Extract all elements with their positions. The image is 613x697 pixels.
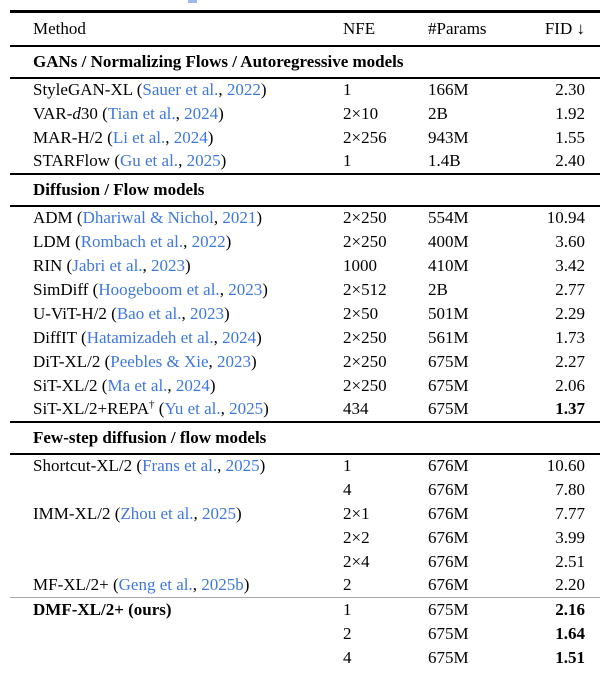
method-name: VAR- (33, 103, 73, 123)
method-name: SiT-XL/2+REPA (33, 399, 150, 418)
citation-year-link[interactable]: 2025 (186, 151, 221, 170)
citation-year-link[interactable]: 2023 (190, 303, 224, 323)
fid-cell: 7.77 (555, 503, 585, 523)
fid-cell: 2.77 (555, 279, 585, 299)
citation-author-link[interactable]: Tian et al. (107, 103, 176, 123)
table-row (10, 302, 600, 326)
nfe-cell: 2×50 (343, 303, 379, 323)
method-cell: IMM-XL/2 (Zhou et al., 2025) (33, 503, 242, 523)
params-cell: 943M (428, 127, 469, 147)
method-cell: SiT-XL/2 (Ma et al., 2024) (33, 375, 216, 395)
fid-cell: 2.30 (555, 80, 585, 99)
table-row (10, 254, 600, 278)
results-table (10, 10, 600, 670)
citation-year-link[interactable]: 2024 (173, 127, 208, 147)
citation-year-link[interactable]: 2023 (151, 255, 186, 275)
fid-cell: 3.60 (555, 231, 585, 251)
nfe-cell: 1 (343, 151, 352, 170)
nfe-cell: 2 (343, 575, 352, 595)
method-name: DMF-XL/2+ (ours) (33, 599, 172, 619)
citation-author-link[interactable]: Gu et al. (119, 151, 179, 170)
citation-author-link[interactable]: Peebles & Xie (110, 351, 209, 371)
fid-cell: 1.73 (555, 327, 585, 347)
fid-cell: 10.94 (546, 208, 585, 227)
clipped-caption-fragment (188, 0, 197, 3)
method-cell: LDM (Rombach et al., 2022) (33, 231, 232, 251)
fid-cell: 10.60 (546, 456, 585, 475)
method-name: SimDiff (33, 279, 89, 299)
method-name: † (149, 398, 155, 411)
table-row (10, 478, 600, 502)
citation-year-link[interactable]: 2022 (191, 231, 226, 251)
citation-author-link[interactable]: Frans et al. (142, 456, 218, 475)
citation-author-link[interactable]: Rombach et al. (80, 231, 184, 251)
fid-cell: 1.64 (555, 623, 585, 643)
fid-cell: 1.37 (555, 399, 585, 418)
nfe-cell: 2×512 (343, 279, 387, 299)
citation-author-link[interactable]: Hoogeboom et al. (98, 279, 220, 299)
section-header-row (10, 422, 600, 454)
method-cell (10, 646, 343, 670)
table-row (10, 150, 600, 174)
method-cell: SiT-XL/2+REPA† (Yu et al., 2025) (33, 398, 269, 418)
method-cell: DiffIT (Hatamizadeh et al., 2024) (33, 327, 262, 347)
params-cell: 675M (428, 399, 469, 418)
method-cell: VAR-d30 (Tian et al., 2024) (33, 103, 224, 123)
nfe-cell: 4 (343, 647, 352, 667)
nfe-cell: 434 (343, 399, 369, 418)
fid-cell: 1.92 (555, 103, 585, 123)
table-row (10, 350, 600, 374)
params-cell: 2B (428, 103, 448, 123)
fid-cell: 2.29 (555, 303, 585, 323)
citation-author-link[interactable]: Li et al. (112, 127, 166, 147)
method-cell: StyleGAN-XL (Sauer et al., 2022) (33, 80, 267, 99)
citation-author-link[interactable]: Sauer et al. (142, 80, 219, 99)
citation-year-link[interactable]: 2023 (228, 279, 263, 299)
method-cell: DiT-XL/2 (Peebles & Xie, 2023) (33, 351, 257, 371)
params-cell: 410M (428, 255, 469, 275)
citation-year-link[interactable]: 2021 (222, 208, 257, 227)
method-name: StyleGAN-XL (33, 80, 133, 99)
method-cell: MF-XL/2+ (Geng et al., 2025b) (33, 575, 250, 595)
method-cell: RIN (Jabri et al., 2023) (33, 255, 191, 275)
table-row (10, 398, 600, 422)
method-name: 30 (80, 103, 98, 123)
method-cell: MAR-H/2 (Li et al., 2024) (33, 127, 214, 147)
table-row (10, 230, 600, 254)
fid-cell: 2.40 (555, 151, 585, 170)
citation-author-link[interactable]: Bao et al. (116, 303, 182, 323)
table-row (10, 502, 600, 526)
params-cell: 676M (428, 456, 469, 475)
method-cell: SimDiff (Hoogeboom et al., 2023) (33, 279, 268, 299)
params-cell: 676M (428, 479, 469, 499)
nfe-cell: 2×250 (343, 351, 387, 371)
params-cell: 676M (428, 551, 469, 571)
table-row (10, 598, 600, 622)
method-cell: ADM (Dhariwal & Nichol, 2021) (33, 208, 263, 227)
nfe-cell: 2×250 (343, 208, 387, 227)
method-name: MAR-H/2 (33, 127, 103, 147)
fid-cell: 3.42 (555, 255, 585, 275)
method-cell (10, 598, 343, 622)
nfe-cell: 1 (343, 599, 352, 619)
params-cell: 554M (428, 208, 469, 227)
section-header-row (10, 174, 600, 206)
citation-author-link[interactable]: Geng et al. (118, 575, 193, 595)
params-cell: 675M (428, 623, 469, 643)
citation-year-link[interactable]: 2024 (222, 327, 257, 347)
citation-year-link[interactable]: 2024 (184, 103, 219, 123)
citation-author-link[interactable]: Zhou et al. (120, 503, 194, 523)
table-body (10, 46, 600, 670)
nfe-cell: 2×250 (343, 231, 387, 251)
params-cell: 675M (428, 599, 469, 619)
citation-author-link[interactable]: Dhariwal & Nichol (82, 208, 214, 227)
table-row (10, 278, 600, 302)
method-name: U-ViT-H/2 (33, 303, 107, 323)
nfe-cell: 2×2 (343, 527, 370, 547)
params-cell: 166M (428, 80, 469, 99)
nfe-cell: 1 (343, 80, 352, 99)
method-cell (10, 478, 343, 502)
method-cell: U-ViT-H/2 (Bao et al., 2023) (33, 303, 230, 323)
nfe-cell: 1000 (343, 255, 377, 275)
fid-cell: 1.51 (555, 647, 585, 667)
nfe-cell: 2×4 (343, 551, 370, 571)
method-cell: Shortcut-XL/2 (Frans et al., 2025) (33, 456, 266, 475)
column-header-fid: FID ↓ (544, 18, 585, 38)
citation-author-link[interactable]: Yu et al. (164, 399, 221, 418)
params-cell: 2B (428, 279, 448, 299)
nfe-cell: 2 (343, 623, 352, 643)
method-name: Shortcut-XL/2 (33, 456, 133, 475)
fid-cell: 7.80 (555, 479, 585, 499)
section-header-row (10, 46, 600, 78)
nfe-cell: 2×10 (343, 103, 379, 123)
fid-cell: 2.16 (555, 599, 585, 619)
table-row (10, 102, 600, 126)
citation-year-link[interactable]: 2025 (225, 456, 260, 475)
params-cell: 1.4B (428, 151, 461, 170)
method-cell (10, 622, 343, 646)
table-row (10, 326, 600, 350)
table-row (10, 374, 600, 398)
citation-year-link[interactable]: 2025 (229, 399, 264, 418)
citation-year-link[interactable]: 2022 (226, 80, 261, 99)
table-row (10, 206, 600, 230)
fid-cell: 2.51 (555, 551, 585, 571)
params-cell: 675M (428, 647, 469, 667)
method-name: IMM-XL/2 (33, 503, 111, 523)
method-name: ADM (33, 208, 73, 227)
section-header: Few-step diffusion / flow models (33, 427, 267, 447)
citation-year-link[interactable]: 2025b (201, 575, 244, 595)
fid-cell: 2.27 (555, 351, 585, 371)
fid-cell: 2.20 (555, 575, 585, 595)
method-cell (10, 526, 343, 550)
nfe-cell: 2×1 (343, 503, 370, 523)
method-name: LDM (33, 231, 71, 251)
method-name: MF-XL/2+ (33, 575, 109, 595)
nfe-cell: 4 (343, 479, 352, 499)
citation-author-link[interactable]: Hatamizadeh et al. (86, 327, 214, 347)
table-row (10, 454, 600, 478)
method-name: RIN (33, 255, 63, 275)
params-cell: 676M (428, 503, 469, 523)
fid-cell: 3.99 (555, 527, 585, 547)
table-row (10, 126, 600, 150)
header-row (10, 12, 600, 46)
nfe-cell: 2×250 (343, 327, 387, 347)
params-cell: 561M (428, 327, 469, 347)
table-row (10, 574, 600, 598)
params-cell: 501M (428, 303, 469, 323)
citation-author-link[interactable]: Ma et al. (107, 375, 168, 395)
section-header: Diffusion / Flow models (33, 179, 205, 199)
method-name: STARFlow (33, 151, 111, 170)
citation-year-link[interactable]: 2023 (217, 351, 251, 371)
fid-cell: 1.55 (555, 127, 585, 147)
method-name: DiffIT (33, 327, 77, 347)
column-header-nfe: NFE (343, 18, 376, 38)
nfe-cell: 1 (343, 456, 352, 475)
nfe-cell: 2×250 (343, 375, 387, 395)
table-row (10, 78, 600, 102)
citation-year-link[interactable]: 2025 (202, 503, 237, 523)
params-cell: 676M (428, 527, 469, 547)
table-row (10, 622, 600, 646)
column-header-params: #Params (428, 18, 487, 38)
params-cell: 676M (428, 575, 469, 595)
column-header-method: Method (33, 18, 86, 38)
method-name: SiT-XL/2 (33, 375, 98, 395)
section-header: GANs / Normalizing Flows / Autoregressive models (33, 51, 404, 71)
method-name: d (72, 103, 81, 123)
fid-cell: 2.06 (555, 375, 585, 395)
method-name: DiT-XL/2 (33, 351, 101, 371)
method-cell: STARFlow (Gu et al., 2025) (33, 151, 227, 170)
table-row (10, 550, 600, 574)
citation-year-link[interactable]: 2024 (175, 375, 210, 395)
table-row (10, 526, 600, 550)
params-cell: 675M (428, 351, 469, 371)
params-cell: 675M (428, 375, 469, 395)
citation-author-link[interactable]: Jabri et al. (72, 255, 143, 275)
nfe-cell: 2×256 (343, 127, 387, 147)
table-row (10, 646, 600, 670)
method-cell (10, 550, 343, 574)
params-cell: 400M (428, 231, 469, 251)
